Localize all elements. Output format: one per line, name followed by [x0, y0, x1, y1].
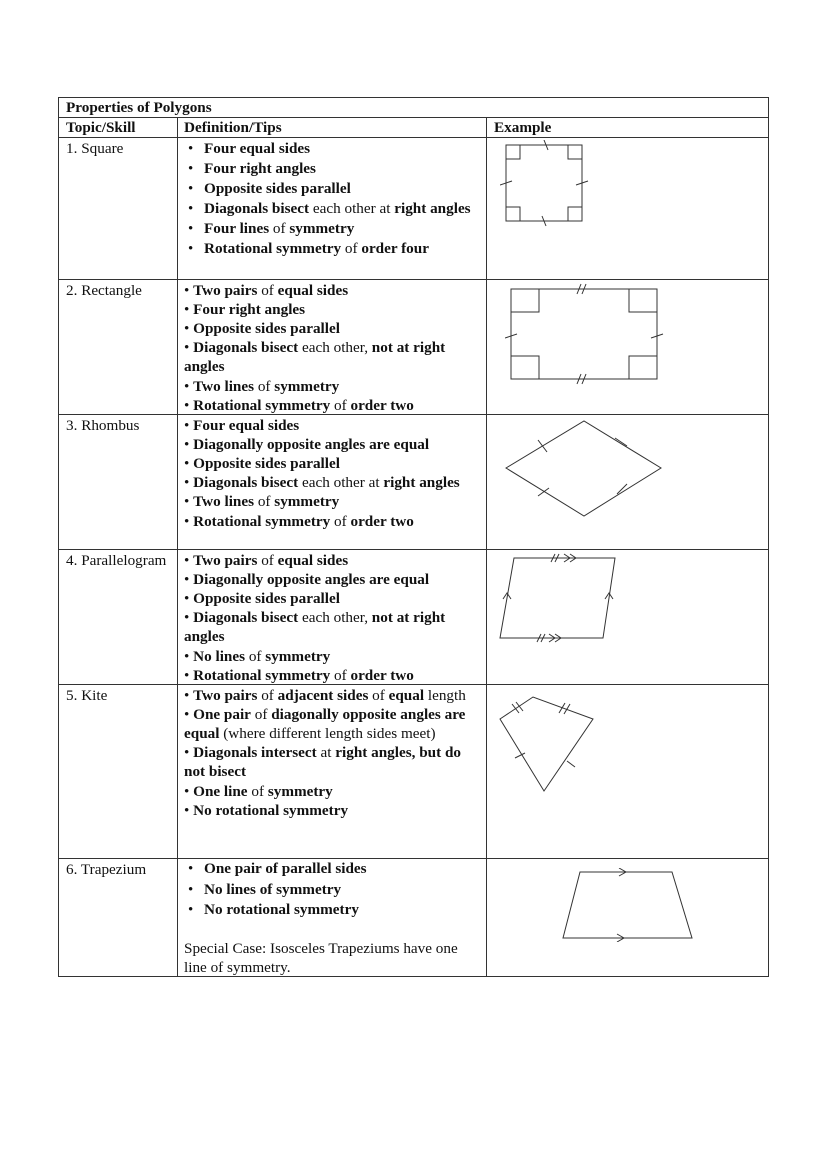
tip-item: • Opposite sides parallel — [184, 589, 340, 607]
tip-item: • Diagonals bisect each other, not at right angles — [184, 339, 446, 376]
tip-text: equal sides — [277, 551, 349, 569]
topic-rectangle: 2. Rectangle — [66, 282, 142, 299]
parallelogram-example-figure — [497, 553, 621, 643]
tip-item: • Two pairs of equal sides — [184, 551, 349, 569]
tip-text: length — [424, 686, 466, 704]
tip-item: • Two lines of symmetry — [184, 377, 340, 395]
rhombus-example-figure — [503, 418, 665, 520]
tips-rectangle — [184, 281, 480, 415]
trapezium-example-figure — [560, 868, 696, 942]
tip-text: Diagonals intersect — [193, 744, 317, 762]
tip-text: of — [269, 220, 290, 237]
topic-rhombus: 3. Rhombus — [66, 417, 140, 434]
tip-text: symmetry — [274, 377, 340, 395]
tip-text: No lines — [193, 647, 246, 665]
tip-text: order two — [350, 512, 414, 530]
topic-trapezium: 6. Trapezium — [66, 861, 147, 878]
tip-text: Diagonals bisect — [204, 200, 310, 217]
tip-item: • Diagonals intersect at right angles, but do not bisect — [184, 744, 462, 781]
tip-item — [184, 239, 480, 259]
tip-item: • Diagonally opposite angles are equal — [184, 570, 430, 588]
tip-text: of — [330, 396, 351, 414]
tip-text: One pair — [193, 705, 251, 723]
tip-text: Opposite sides parallel — [193, 589, 340, 607]
tip-text: Rotational symmetry — [204, 240, 342, 257]
tip-text: order four — [361, 240, 429, 257]
page-title: Properties of Polygons — [66, 99, 212, 116]
tip-text: right angles, but do not bisect — [184, 744, 462, 781]
tip-text: at — [316, 744, 336, 762]
tip-text: Rotational symmetry — [193, 666, 331, 684]
tip-text: Four equal sides — [193, 416, 300, 434]
tip-text: symmetry — [267, 782, 333, 800]
tip-text: not at right angles — [184, 609, 446, 646]
tip-item: • Two pairs of adjacent sides of equal length — [184, 686, 466, 704]
tip-text: right angles — [383, 474, 460, 492]
tip-text: Two pairs — [193, 686, 258, 704]
tip-text: order two — [350, 666, 414, 684]
tip-item: • Diagonally opposite angles are equal — [184, 435, 430, 453]
topic-parallelogram: 4. Parallelogram — [66, 552, 167, 569]
tip-text: Two lines — [193, 493, 255, 511]
tip-item — [184, 859, 480, 880]
header-example: Example — [494, 119, 552, 136]
tip-item: • One pair of diagonally opposite angles are equal (where different length sides meet) — [184, 705, 466, 742]
tip-item — [184, 159, 480, 179]
tip-text: adjacent sides — [277, 686, 369, 704]
tip-text: diagonally opposite angles are equal — [184, 705, 466, 742]
tip-text: right angles — [394, 200, 471, 217]
tip-text: of — [341, 240, 362, 257]
tip-text: One line — [193, 782, 248, 800]
tip-item: • Diagonals bisect each other at right angles — [184, 474, 460, 492]
tips-trapezium — [184, 859, 480, 921]
tip-item: • Diagonals bisect each other, not at right angles — [184, 609, 446, 646]
tips-parallelogram — [184, 551, 480, 685]
tip-text: Two pairs — [193, 281, 258, 299]
tip-text: of — [368, 686, 389, 704]
tip-text: Rotational symmetry — [193, 512, 331, 530]
tip-text: Diagonally opposite angles are equal — [193, 570, 430, 588]
tip-text: of — [257, 686, 278, 704]
tip-item — [184, 900, 480, 921]
tip-text: Diagonals bisect — [193, 474, 299, 492]
tip-text: each other at — [309, 200, 395, 217]
tip-text: Opposite sides parallel — [193, 454, 340, 472]
tip-text: of — [257, 551, 278, 569]
tip-text: No lines of symmetry — [204, 880, 342, 898]
tip-item: • One line of symmetry — [184, 782, 333, 800]
tip-item: • Opposite sides parallel — [184, 319, 340, 337]
trapezium-special-case-note: Special Case: Isosceles Trapeziums have one line of symmetry. — [184, 940, 458, 977]
topic-kite: 5. Kite — [66, 687, 108, 704]
tip-text: No rotational symmetry — [204, 901, 359, 918]
tip-text: equal — [388, 686, 425, 704]
topic-square: 1. Square — [66, 140, 124, 157]
tip-item: • Two lines of symmetry — [184, 493, 340, 511]
header-definition: Definition/Tips — [184, 119, 282, 136]
tip-text: Diagonally opposite angles are equal — [193, 435, 430, 453]
tip-text: Rotational symmetry — [193, 396, 331, 414]
tip-text: each other, — [298, 339, 372, 357]
tip-text: of — [254, 493, 275, 511]
tips-square — [184, 139, 480, 259]
tip-text: of — [257, 281, 278, 299]
tip-item: • No rotational symmetry — [184, 801, 349, 819]
tips-kite — [184, 686, 480, 820]
tip-item: • Rotational symmetry of order two — [184, 666, 414, 684]
tip-item: • Four equal sides — [184, 416, 300, 434]
tip-text: of — [330, 666, 351, 684]
tip-item: • Rotational symmetry of order two — [184, 512, 414, 530]
tip-text: Opposite sides parallel — [204, 180, 351, 197]
tip-text: Opposite sides parallel — [193, 319, 340, 337]
tip-item — [184, 199, 480, 219]
tip-item: • Rotational symmetry of order two — [184, 396, 414, 414]
tip-text: Four lines — [204, 220, 270, 237]
tip-text: Four equal sides — [204, 140, 311, 157]
tip-text: Diagonals bisect — [193, 339, 299, 357]
tip-text: of — [254, 377, 275, 395]
tip-text: symmetry — [265, 647, 331, 665]
tip-text: Two lines — [193, 377, 255, 395]
tip-text: symmetry — [289, 220, 355, 237]
tip-text: of — [247, 782, 268, 800]
tip-text: Four right angles — [193, 300, 306, 318]
tip-text: (where different length sides meet) — [219, 724, 436, 742]
tip-text: symmetry — [274, 493, 340, 511]
tip-text: of — [250, 705, 272, 723]
square-example-figure — [500, 140, 590, 230]
header-topic: Topic/Skill — [66, 119, 136, 136]
tip-text: Diagonals bisect — [193, 609, 299, 627]
tip-text: of — [330, 512, 351, 530]
kite-example-figure — [497, 693, 597, 795]
rectangle-example-figure — [505, 282, 665, 386]
tip-text: equal sides — [277, 281, 349, 299]
tip-item — [184, 139, 480, 159]
tip-text: each other, — [298, 609, 372, 627]
tip-item — [184, 179, 480, 199]
tip-text: each other at — [298, 474, 384, 492]
tip-text: Two pairs — [193, 551, 258, 569]
tips-rhombus — [184, 416, 480, 531]
tip-text: not at right angles — [184, 339, 446, 376]
tip-item: • Opposite sides parallel — [184, 454, 340, 472]
tip-item — [184, 880, 480, 901]
tip-item: • No lines of symmetry — [184, 647, 331, 665]
tip-text: No rotational symmetry — [193, 801, 349, 819]
tip-item: • Two pairs of equal sides — [184, 281, 349, 299]
tip-text: Four right angles — [204, 160, 316, 177]
tip-text: One pair of parallel sides — [204, 860, 367, 877]
tip-text: order two — [350, 396, 414, 414]
tip-text: of — [245, 647, 266, 665]
tip-item — [184, 219, 480, 239]
tip-item: • Four right angles — [184, 300, 306, 318]
